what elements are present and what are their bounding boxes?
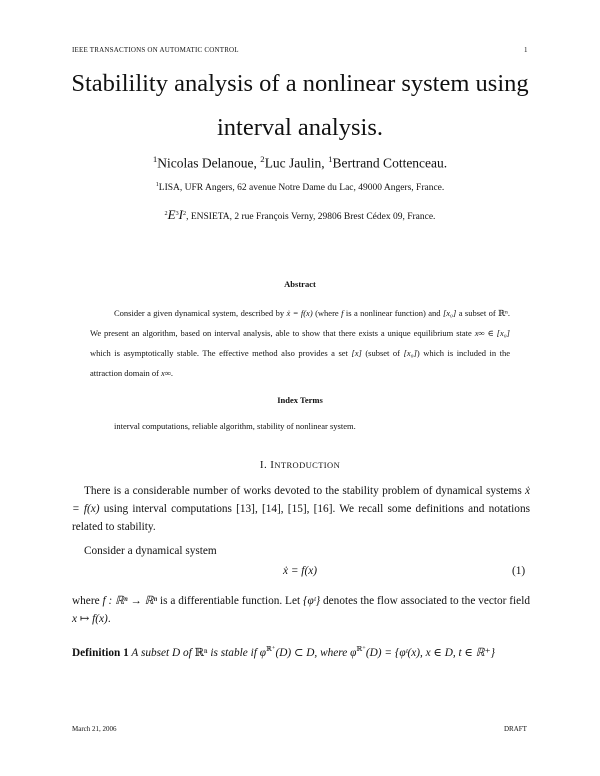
lab-name-i: I xyxy=(178,207,183,222)
definition-math: (D) = {φᵗ(x), x ∈ D, t ∈ ℝ⁺} xyxy=(365,647,496,659)
body-text: using interval computations [13], [14], [15], [16]. We recall some definitions and notations related to stability. xyxy=(72,503,530,533)
section-title-rest: NTRODUCTION xyxy=(274,460,341,470)
definition-text: , where xyxy=(314,647,351,659)
section-initial: I xyxy=(270,459,275,471)
authors xyxy=(0,154,600,172)
affiliation-mark: 1 xyxy=(155,182,159,188)
page-number: 1 xyxy=(524,46,528,54)
running-header: IEEE TRANSACTIONS ON AUTOMATIC CONTROL xyxy=(72,46,239,54)
abstract-text: . We present an algorithm, based on interval analysis, able to show that there exists a unique equilibrium state xyxy=(90,308,510,338)
body-text: denotes the flow associated to the vector field xyxy=(320,595,530,607)
footer-date: March 21, 2006 xyxy=(72,725,117,733)
abstract-text: which is asymptotically stable. The effective method also provides a set xyxy=(90,348,352,358)
abstract-math: x∞ ∈ [x₀] xyxy=(474,328,510,338)
abstract-text: (where xyxy=(312,308,342,318)
definition-math: ℝⁿ xyxy=(194,647,208,659)
footer-status: DRAFT xyxy=(504,725,527,733)
abstract-math: ẋ = f(x) xyxy=(286,308,313,318)
author-mark: 1 xyxy=(328,154,333,164)
author-name: Luc Jaulin, xyxy=(264,155,329,171)
abstract-math: x∞ xyxy=(161,368,171,378)
definition-label: Definition 1 xyxy=(72,647,129,659)
intro-paragraph-2 xyxy=(72,542,530,560)
body-math: f : ℝⁿ → ℝⁿ xyxy=(102,595,158,607)
section-heading xyxy=(0,459,600,471)
abstract-text: (subset of xyxy=(361,348,404,358)
abstract-text: ) which is included in the attraction domain of xyxy=(90,348,510,378)
definition-text: A subset xyxy=(128,647,173,659)
body-text: . xyxy=(107,613,111,625)
equation-1-number: (1) xyxy=(512,565,526,577)
body-text: There is a considerable number of works devoted to the stability problem of dynamical systems xyxy=(84,485,525,497)
body-text: where xyxy=(72,595,103,607)
abstract-text: Consider a given dynamical system, described by xyxy=(114,308,287,318)
intro-paragraph-3 xyxy=(72,592,530,628)
definition-text: of xyxy=(180,647,195,659)
lab-sup: 3 xyxy=(175,210,179,217)
intro-paragraph-1 xyxy=(72,482,530,536)
body-text: Consider a dynamical system xyxy=(84,545,217,557)
body-math: ẋ = f(x) xyxy=(72,485,530,515)
definition-1 xyxy=(72,644,530,662)
body-math: {φᵗ} xyxy=(302,595,321,607)
definition-math: D xyxy=(172,647,181,659)
abstract-math: f xyxy=(341,308,344,318)
definition-math-sup: ℝ⁺ xyxy=(356,645,366,653)
abstract-math: ℝⁿ xyxy=(498,308,508,318)
section-number: I. xyxy=(259,459,271,471)
definition-math-sup: ℝ⁺ xyxy=(265,645,276,653)
abstract-text: . xyxy=(170,368,174,378)
body-math: x ↦ f(x) xyxy=(72,613,108,625)
definition-text: is stable if xyxy=(207,647,260,659)
author-mark: 1 xyxy=(152,154,158,164)
affiliation-2 xyxy=(0,207,600,223)
affiliation-text: , ENSIETA, 2 rue François Verny, 29806 Brest Cédex 09, France. xyxy=(186,212,436,222)
definition-math: φ xyxy=(259,647,266,659)
index-terms-text: interval computations, reliable algorithm, stability of nonlinear system. xyxy=(114,421,356,431)
abstract-heading: Abstract xyxy=(284,279,316,289)
paper-title-line-1: Stabilility analysis of a nonlinear system using xyxy=(71,70,529,97)
author-name: Nicolas Delanoue, xyxy=(157,155,261,171)
definition-math: (D) ⊂ D xyxy=(275,647,315,659)
abstract-math: [x₀] xyxy=(442,308,457,318)
affiliation-1 xyxy=(0,182,600,193)
author-name: Bertrand Cottenceau. xyxy=(332,155,448,171)
lab-name: E xyxy=(167,207,176,222)
affiliation-mark: 2 xyxy=(164,210,168,217)
abstract-text: a subset of xyxy=(456,308,499,318)
abstract-math: [x] xyxy=(351,348,362,358)
body-text: is a differentiable function. Let xyxy=(157,595,303,607)
affiliation-text: LISA, UFR Angers, 62 avenue Notre Dame du Lac, 49000 Angers, France. xyxy=(158,183,445,194)
index-terms-heading: Index Terms xyxy=(277,395,323,405)
definition-math: φ xyxy=(350,647,357,659)
equation-1: ẋ = f(x) xyxy=(283,565,317,577)
lab-sup: 2 xyxy=(183,210,187,217)
paper-title-line-2: interval analysis. xyxy=(216,114,383,141)
author-mark: 2 xyxy=(260,154,265,164)
abstract-math: [x₀] xyxy=(403,348,417,358)
abstract-text: is a nonlinear function) and xyxy=(343,308,443,318)
abstract-body xyxy=(90,303,510,383)
